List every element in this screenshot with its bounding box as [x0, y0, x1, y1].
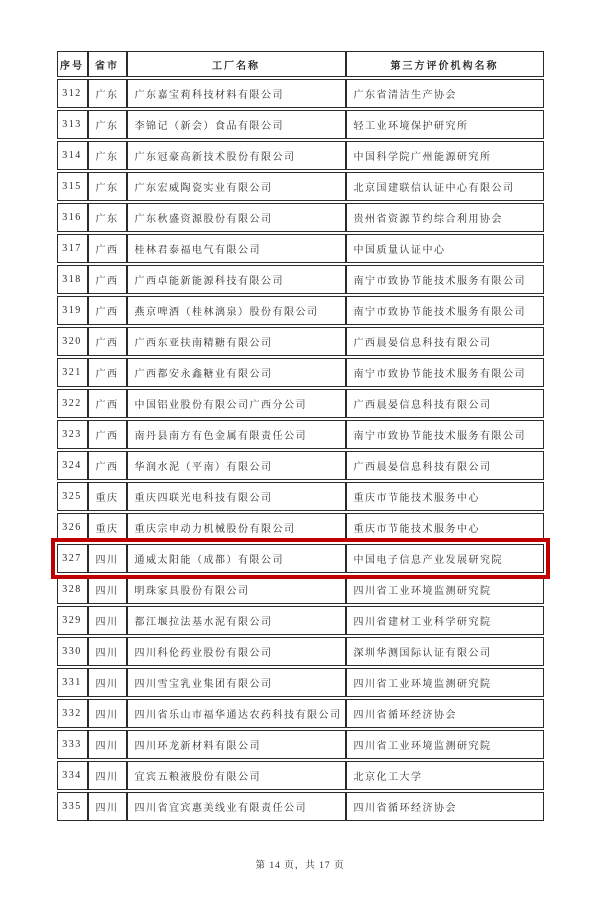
evaluator-name-cell: 北京化工大学 — [346, 761, 544, 790]
province-cell: 广西 — [88, 296, 127, 325]
table-row — [57, 79, 544, 108]
province-cell: 四川 — [88, 575, 127, 604]
province-cell: 广东 — [88, 110, 127, 139]
row-index-cell: 333 — [57, 730, 88, 759]
evaluator-name-cell: 广西晨晏信息科技有限公司 — [346, 389, 544, 418]
row-index-cell: 334 — [57, 761, 88, 790]
province-cell: 四川 — [88, 606, 127, 635]
province-cell: 四川 — [88, 699, 127, 728]
factory-name-cell: 四川省乐山市福华通达农药科技有限公司 — [127, 699, 346, 728]
evaluator-name-cell: 四川省工业环境监测研究院 — [346, 730, 544, 759]
table-row — [57, 203, 544, 232]
province-cell: 广东 — [88, 79, 127, 108]
table-row — [57, 730, 544, 759]
evaluator-name-cell: 中国质量认证中心 — [346, 234, 544, 263]
province-cell: 广东 — [88, 203, 127, 232]
evaluator-name-cell: 南宁市致协节能技术服务有限公司 — [346, 265, 544, 294]
row-index-cell: 324 — [57, 451, 88, 480]
table-row — [57, 358, 544, 387]
highlighted-row — [57, 544, 544, 573]
row-index-cell: 323 — [57, 420, 88, 449]
row-index-cell: 314 — [57, 141, 88, 170]
evaluator-name-cell: 四川省建材工业科学研究院 — [346, 606, 544, 635]
province-cell: 四川 — [88, 792, 127, 821]
table-row — [57, 451, 544, 480]
row-index-cell: 321 — [57, 358, 88, 387]
row-index-cell: 318 — [57, 265, 88, 294]
factory-name-cell: 南丹县南方有色金属有限责任公司 — [127, 420, 346, 449]
evaluator-name-cell: 南宁市致协节能技术服务有限公司 — [346, 420, 544, 449]
table-header — [57, 51, 544, 77]
factory-name-cell: 四川科伦药业股份有限公司 — [127, 637, 346, 666]
evaluator-name-cell: 广西晨晏信息科技有限公司 — [346, 327, 544, 356]
table-row — [57, 172, 544, 201]
province-cell: 四川 — [88, 637, 127, 666]
province-cell: 广西 — [88, 234, 127, 263]
factory-name-cell: 李锦记（新会）食品有限公司 — [127, 110, 346, 139]
table-row — [57, 668, 544, 697]
row-index-cell: 332 — [57, 699, 88, 728]
table-row — [57, 327, 544, 356]
province-cell: 广东 — [88, 141, 127, 170]
province-cell: 广西 — [88, 265, 127, 294]
province-cell: 广西 — [88, 451, 127, 480]
row-index-cell: 327 — [57, 544, 88, 573]
table-row — [57, 389, 544, 418]
row-index-cell: 335 — [57, 792, 88, 821]
table-row — [57, 420, 544, 449]
factory-name-cell: 广东冠豪高新技术股份有限公司 — [127, 141, 346, 170]
province-cell: 四川 — [88, 668, 127, 697]
province-cell: 广西 — [88, 420, 127, 449]
factory-name-cell: 四川雪宝乳业集团有限公司 — [127, 668, 346, 697]
column-header-index: 序号 — [57, 51, 88, 77]
row-index-cell: 322 — [57, 389, 88, 418]
row-index-cell: 330 — [57, 637, 88, 666]
evaluator-name-cell: 四川省工业环境监测研究院 — [346, 575, 544, 604]
row-index-cell: 319 — [57, 296, 88, 325]
row-index-cell: 326 — [57, 513, 88, 542]
evaluator-name-cell: 重庆市节能技术服务中心 — [346, 513, 544, 542]
evaluator-name-cell: 四川省循环经济协会 — [346, 699, 544, 728]
row-index-cell: 317 — [57, 234, 88, 263]
table-row — [57, 699, 544, 728]
factory-name-cell: 四川省宜宾惠美线业有限责任公司 — [127, 792, 346, 821]
factory-name-cell: 都江堰拉法基水泥有限公司 — [127, 606, 346, 635]
factory-name-cell: 燕京啤酒（桂林漓泉）股份有限公司 — [127, 296, 346, 325]
table-row — [57, 513, 544, 542]
province-cell: 广东 — [88, 172, 127, 201]
province-cell: 重庆 — [88, 513, 127, 542]
evaluator-name-cell: 北京国建联信认证中心有限公司 — [346, 172, 544, 201]
row-index-cell: 315 — [57, 172, 88, 201]
factory-name-cell: 广西都安永鑫糖业有限公司 — [127, 358, 346, 387]
header-row — [57, 51, 544, 77]
factory-name-cell: 广东秋盛资源股份有限公司 — [127, 203, 346, 232]
factory-name-cell: 中国铝业股份有限公司广西分公司 — [127, 389, 346, 418]
evaluator-name-cell: 南宁市致协节能技术服务有限公司 — [346, 296, 544, 325]
table-row — [57, 234, 544, 263]
table-row — [57, 265, 544, 294]
factory-name-cell: 广西东亚扶南精糖有限公司 — [127, 327, 346, 356]
factory-name-cell: 明珠家具股份有限公司 — [127, 575, 346, 604]
table-row — [57, 296, 544, 325]
evaluator-name-cell: 深圳华测国际认证有限公司 — [346, 637, 544, 666]
column-header-factory-name: 工厂名称 — [127, 51, 346, 77]
table-row — [57, 110, 544, 139]
factory-name-cell: 广东宏威陶瓷实业有限公司 — [127, 172, 346, 201]
evaluator-name-cell: 重庆市节能技术服务中心 — [346, 482, 544, 511]
row-index-cell: 313 — [57, 110, 88, 139]
province-cell: 广西 — [88, 389, 127, 418]
row-index-cell: 325 — [57, 482, 88, 511]
factory-name-cell: 四川环龙新材料有限公司 — [127, 730, 346, 759]
factory-name-cell: 华润水泥（平南）有限公司 — [127, 451, 346, 480]
table-row — [57, 482, 544, 511]
table-row — [57, 792, 544, 821]
evaluator-name-cell: 中国科学院广州能源研究所 — [346, 141, 544, 170]
factory-name-cell: 桂林君泰福电气有限公司 — [127, 234, 346, 263]
row-index-cell: 328 — [57, 575, 88, 604]
factory-name-cell: 通威太阳能（成都）有限公司 — [127, 544, 346, 573]
table-row — [57, 761, 544, 790]
table-row — [57, 606, 544, 635]
row-index-cell: 329 — [57, 606, 88, 635]
province-cell: 四川 — [88, 730, 127, 759]
evaluator-name-cell: 中国电子信息产业发展研究院 — [346, 544, 544, 573]
table-body — [57, 79, 544, 821]
row-index-cell: 312 — [57, 79, 88, 108]
factories-table — [57, 49, 544, 823]
factory-name-cell: 重庆四联光电科技有限公司 — [127, 482, 346, 511]
table-row — [57, 575, 544, 604]
table-container — [57, 49, 544, 823]
row-index-cell: 316 — [57, 203, 88, 232]
factory-name-cell: 宜宾五粮液股份有限公司 — [127, 761, 346, 790]
column-header-evaluator-name: 第三方评价机构名称 — [346, 51, 544, 77]
factory-name-cell: 广东嘉宝莉科技材料有限公司 — [127, 79, 346, 108]
evaluator-name-cell: 贵州省资源节约综合利用协会 — [346, 203, 544, 232]
evaluator-name-cell: 四川省循环经济协会 — [346, 792, 544, 821]
evaluator-name-cell: 广东省清洁生产协会 — [346, 79, 544, 108]
column-header-province: 省市 — [88, 51, 127, 77]
province-cell: 广西 — [88, 358, 127, 387]
evaluator-name-cell: 南宁市致协节能技术服务有限公司 — [346, 358, 544, 387]
evaluator-name-cell: 轻工业环境保护研究所 — [346, 110, 544, 139]
province-cell: 重庆 — [88, 482, 127, 511]
row-index-cell: 320 — [57, 327, 88, 356]
factory-name-cell: 重庆宗申动力机械股份有限公司 — [127, 513, 346, 542]
table-row — [57, 637, 544, 666]
province-cell: 广西 — [88, 327, 127, 356]
province-cell: 四川 — [88, 544, 127, 573]
evaluator-name-cell: 四川省工业环境监测研究院 — [346, 668, 544, 697]
evaluator-name-cell: 广西晨晏信息科技有限公司 — [346, 451, 544, 480]
page-number-footer: 第 14 页，共 17 页 — [255, 861, 345, 871]
row-index-cell: 331 — [57, 668, 88, 697]
province-cell: 四川 — [88, 761, 127, 790]
document-page — [0, 49, 600, 897]
table-row — [57, 141, 544, 170]
factory-name-cell: 广西卓能新能源科技有限公司 — [127, 265, 346, 294]
